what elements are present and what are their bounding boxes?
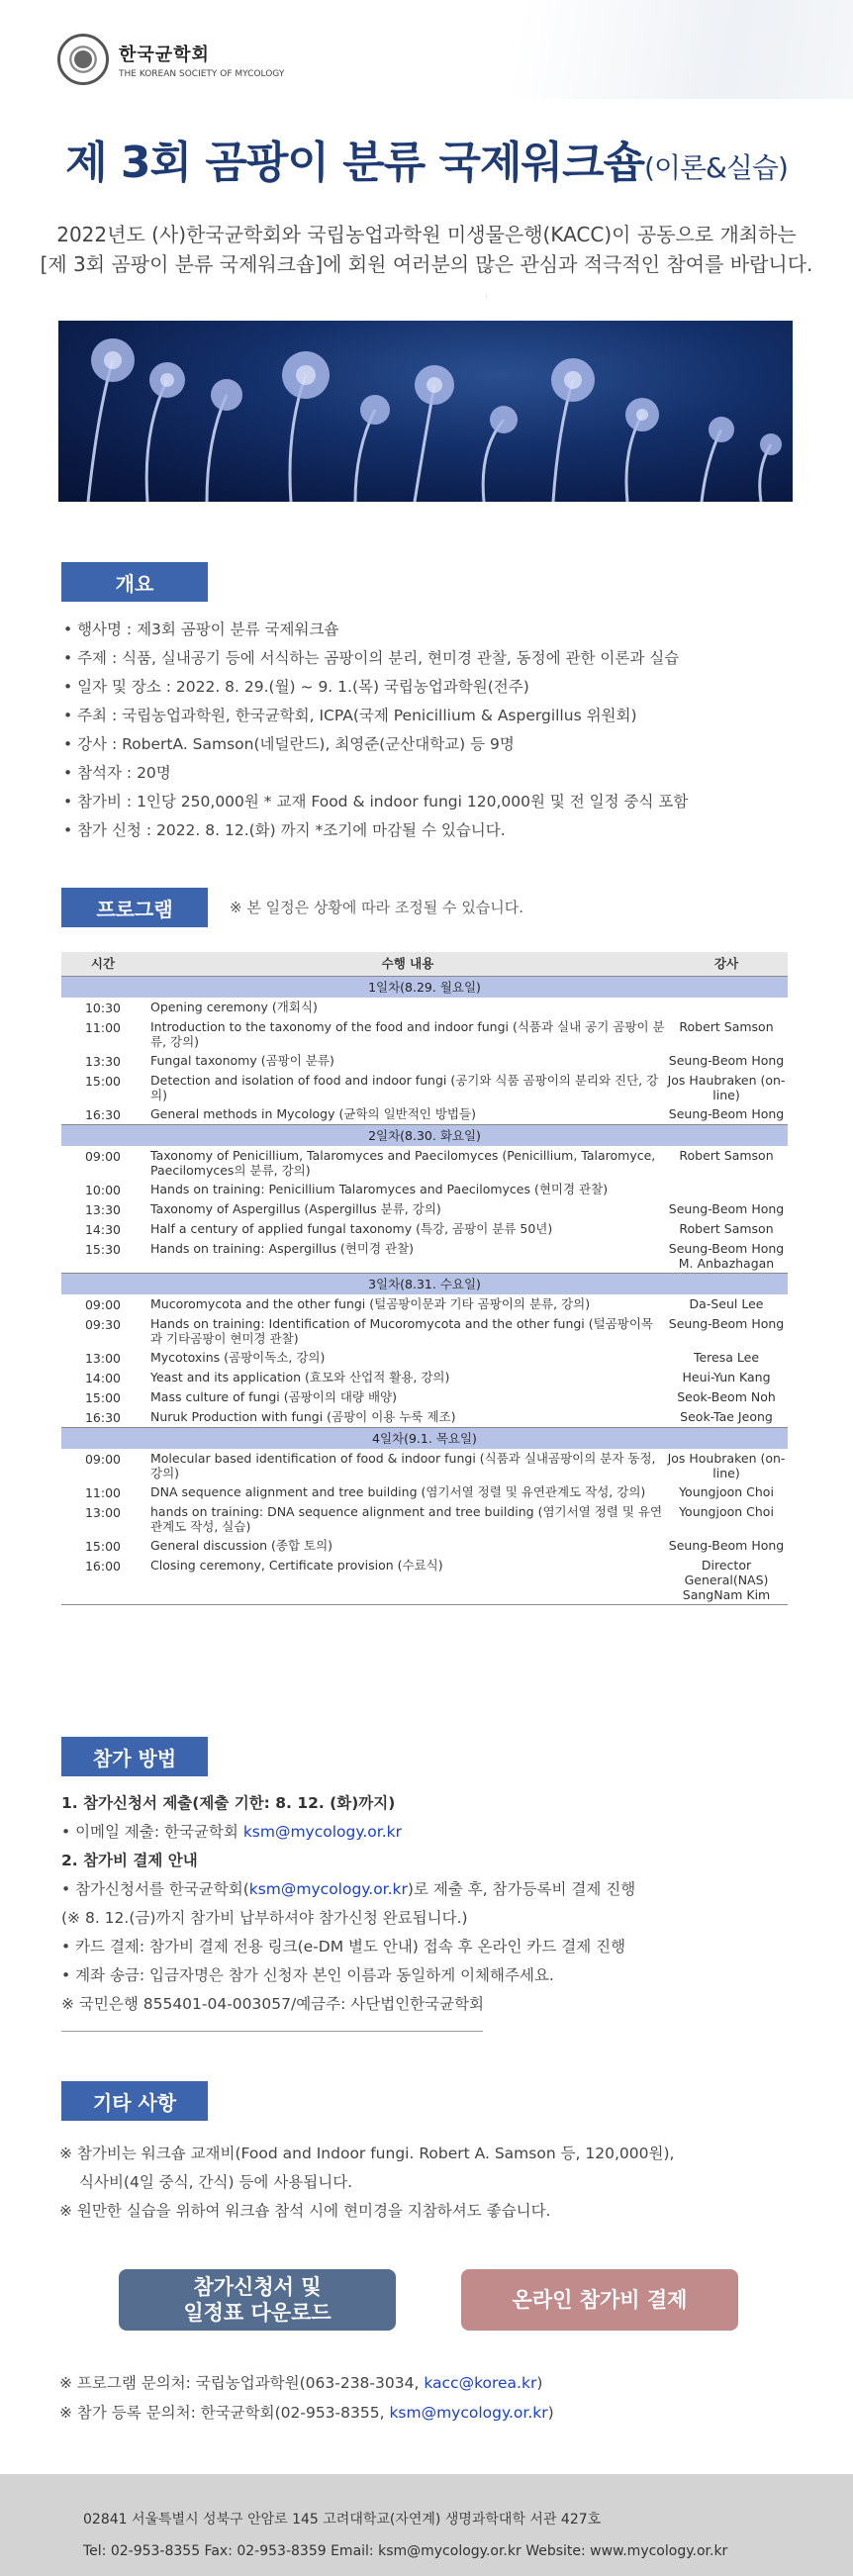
schedule-speaker: Da-Seul Lee [689,1296,764,1311]
overview-item: • 일자 및 장소 : 2022. 8. 29.(월) ~ 9. 1.(목) 국립농업과학원(전주) [63,673,688,702]
schedule-row [61,1017,788,1051]
schedule-time: 11:00 [84,1020,122,1035]
page-title [0,127,853,190]
email-link[interactable]: ksm@mycology.or.kr [242,1823,402,1841]
schedule-header-row [61,952,788,976]
schedule-content: Nuruk Production with fungi (곰팡이 이용 누룩 제조) [150,1409,456,1424]
schedule-row [61,998,788,1017]
program-note: ※ 본 일정은 상황에 따라 조정될 수 있습니다. [230,899,524,916]
intro-line-1: 2022년도 (사)한국균학회와 국립농업과학원 미생물은행(KACC)이 공동으로 개최하는 [56,223,797,246]
schedule-speaker: Jos Haubraken (on-line) [667,1073,786,1102]
schedule-speaker: Director General(NAS) SangNam Kim [682,1558,771,1602]
schedule-time: 09:00 [84,1297,122,1312]
schedule-speaker: Robert Samson [679,1148,774,1163]
step1-email-line: • 이메일 제출: 한국균학회 ksm@mycology.or.kr [61,1823,402,1841]
schedule-row [61,1199,788,1219]
schedule-speaker: Robert Samson [679,1019,774,1034]
overview-item: • 참석자 : 20명 [63,759,688,788]
schedule-content: Mass culture of fungi (곰팡이의 대량 배양) [150,1389,398,1404]
schedule-time: 15:00 [84,1539,122,1554]
download-form-button[interactable]: 참가신청서 및 일정표 다운로드 [119,2269,396,2331]
footer-contact: Tel: 02-953-8355 Fax: 02-953-8359 Email: ksm@mycology.or.kr Website: www.mycology.or.kr [83,2543,728,2559]
register-contact: ※ 참가 등록 문의처: 한국균학회(02-953-8355, ksm@mycology.or.kr) [59,2404,554,2422]
etc-line-2: 식사비(4일 중식, 간식) 등에 사용됩니다. [79,2173,353,2191]
day-header: 2일차(8.30. 화요일) [61,1124,788,1146]
schedule-content: DNA sequence alignment and tree building (염기서열 정렬 및 유연관계도 작성, 강의) [150,1484,646,1499]
overview-item: • 행사명 : 제3회 곰팡이 분류 국제워크숍 [63,616,688,644]
schedule-time: 14:30 [84,1222,122,1237]
contact-info [59,2368,554,2428]
schedule-row [61,1387,788,1407]
overview-item: • 주최 : 국립농업과학원, 한국균학회, ICPA(국제 Penicillium & Aspergillus 위원회) [63,702,688,730]
schedule-time: 10:30 [84,1001,122,1015]
schedule-time: 15:30 [84,1242,122,1257]
page-header [0,0,853,99]
program-email-link[interactable]: kacc@korea.kr [424,2374,537,2392]
schedule-speaker: Seung-Beom Hong [668,1106,785,1121]
schedule-speaker: Jos Houbraken (on-line) [667,1451,786,1480]
overview-item: • 주제 : 식품, 실내공기 등에 서식하는 곰팡이의 분리, 현미경 관찰, 동정에 관한 이론과 실습 [63,644,688,673]
schedule-speaker [665,1182,788,1197]
schedule-row [61,1449,788,1482]
schedule-time: 13:00 [84,1351,122,1366]
schedule-row [61,1239,788,1273]
schedule-speaker: Seung-Beom Hong [668,1053,785,1068]
schedule-speaker: Youngjoon Choi [679,1484,774,1499]
schedule-speaker: Seung-Beom Hong [668,1538,785,1553]
schedule-content: Hands on training: Penicillium Talaromyces and Paecilomyces (현미경 관찰) [150,1182,609,1196]
participation-section-label: 참가 방법 [61,1737,208,1776]
bank-account: ※ 국민은행 855401-04-003057/예금주: 사단법인한국균학회 [61,1995,485,2013]
step1-title: 1. 참가신청서 제출(제출 기한: 8. 12. (화)까지) [61,1794,396,1812]
schedule-row [61,1407,788,1427]
schedule-content: Taxonomy of Aspergillus (Aspergillus 분류, 강의) [150,1201,441,1216]
schedule-content: Molecular based identification of food & indoor fungi (식품과 실내곰팡이의 분자 동정, 강의) [150,1451,656,1480]
schedule-content: Closing ceremony, Certificate provision (수료식) [150,1558,443,1573]
program-section-label: 프로그램 [61,888,208,927]
schedule-time: 15:00 [84,1390,122,1405]
schedule-content: Mucoromycota and the other fungi (털곰팡이문과 기타 곰팡이의 분류, 강의) [150,1296,591,1311]
schedule-row [61,1294,788,1314]
overview-item: • 참가비 : 1인당 250,000원 * 교재 Food & indoor fungi 120,000원 및 전 일정 중식 포함 [63,788,688,816]
schedule-time: 14:00 [84,1371,122,1385]
page-footer [0,2474,853,2576]
overview-item: • 강사 : RobertA. Samson(네덜란드), 최영준(군산대학교) 등 9명 [63,730,688,759]
schedule-content: General discussion (종합 토의) [150,1538,333,1553]
society-seal-icon [57,34,109,85]
society-logo[interactable] [57,34,284,85]
etc-line-1: ※ 참가비는 워크숍 교재비(Food and Indoor fungi. Robert A. Samson 등, 120,000원), [59,2145,675,2162]
schedule-time: 16:30 [84,1410,122,1425]
footer-address: 02841 서울특별시 성북구 안암로 145 고려대학교(자연계) 생명과학대학 서관 427호 [83,2512,602,2528]
schedule-content: Hands on training: Identification of Mucoromycota and the other fungi (털곰팡이목과 기타곰팡이 현미경 관찰) [150,1316,654,1346]
schedule-time: 15:00 [84,1074,122,1089]
header-speaker: 강사 [713,956,739,971]
schedule-row [61,1219,788,1239]
schedule-row [61,1348,788,1368]
participation-details [61,1789,635,2019]
step2-title: 2. 참가비 결제 안내 [61,1852,198,1869]
schedule-content: Yeast and its application (효모와 산업적 활용, 강의) [150,1370,450,1384]
header-time: 시간 [90,956,116,971]
schedule-content: Detection and isolation of food and indoor fungi (공기와 식품 곰팡이의 분리와 진단, 강의) [150,1073,659,1102]
schedule-speaker: Seok-Beom Noh [677,1389,776,1404]
schedule-time: 16:00 [84,1559,122,1574]
schedule-time: 13:30 [84,1202,122,1217]
schedule-row [61,1314,788,1348]
etc-line-3: ※ 원만한 실습을 위하여 워크숍 참석 시에 현미경을 지참하셔도 좋습니다. [59,2202,551,2220]
schedule-speaker [665,1000,788,1015]
day-header: 1일차(8.29. 월요일) [61,976,788,998]
schedule-content: Mycotoxins (곰팡이독소, 강의) [150,1350,326,1365]
schedule-speaker: Seung-Beom Hong [668,1201,785,1216]
schedule-content: Half a century of applied fungal taxonomy (특강, 곰팡이 분류 50년) [150,1221,553,1236]
schedule-time: 11:00 [84,1485,122,1500]
schedule-content: Taxonomy of Penicillium, Talaromyces and Paecilomyces (Penicillium, Talaromyce, Paecilomyces의 분류, 강의) [150,1148,656,1178]
schedule-speaker: Seung-Beom Hong M. Anbazhagan [668,1241,785,1271]
schedule-row [61,1556,788,1604]
overview-item: • 참가 신청 : 2022. 8. 12.(화) 까지 *조기에 마감될 수 있습니다. [63,816,688,845]
schedule-row [61,1482,788,1502]
schedule-row [61,1051,788,1071]
step2-line-1: • 참가신청서를 한국균학회(ksm@mycology.or.kr)로 제출 후, 참가등록비 결제 진행 [61,1880,636,1898]
online-payment-button[interactable]: 온라인 참가비 결제 [461,2269,738,2331]
schedule-content: General methods in Mycology (균학의 일반적인 방법들) [150,1106,476,1121]
title-main: 제 3회 곰팡이 분류 국제워크숍 [65,138,645,188]
schedule-speaker: Heui-Yun Kang [682,1370,771,1384]
schedule-row [61,1368,788,1387]
day-header: 4일차(9.1. 목요일) [61,1427,788,1449]
schedule-time: 09:00 [84,1149,122,1164]
society-name-en: THE KOREAN SOCIETY OF MYCOLOGY [119,68,285,79]
step2-line-4: • 계좌 송금: 입금자명은 참가 신청자 본인 이름과 동일하게 이체해주세요. [61,1966,554,1984]
program-contact: ※ 프로그램 문의처: 국립농업과학원(063-238-3034, kacc@korea.kr) [59,2374,543,2392]
schedule-time: 13:30 [84,1054,122,1069]
decorative-dot: · [485,292,488,301]
schedule-time: 13:00 [84,1505,122,1520]
schedule-speaker: Robert Samson [679,1221,774,1236]
step2-line-3: • 카드 결제: 참가비 결제 전용 링크(e-DM 별도 안내) 접속 후 온라인 카드 결제 진행 [61,1938,626,1956]
etc-notes [59,2140,674,2226]
schedule-time: 09:00 [84,1452,122,1467]
step2-line-2: (※ 8. 12.(금)까지 참가비 납부하셔야 참가신청 완료됩니다.) [61,1909,468,1927]
schedule-content: Opening ceremony (개회식) [150,1000,318,1014]
title-sub: (이론&실습) [644,151,788,184]
schedule-speaker: Seung-Beom Hong [668,1316,785,1331]
schedule-content: Fungal taxonomy (곰팡이 분류) [150,1053,334,1068]
schedule-speaker: Youngjoon Choi [679,1504,774,1519]
intro-line-2: [제 3회 곰팡이 분류 국제워크숍]에 회원 여러분의 많은 관심과 적극적인 참여를 바랍니다. [40,252,813,276]
schedule-speaker: Seok-Tae Jeong [680,1409,773,1424]
schedule-row [61,1146,788,1180]
header-content: 수행 내용 [381,956,434,971]
program-schedule-table [61,952,788,1605]
schedule-speaker: Teresa Lee [693,1350,760,1365]
day-header: 3일차(8.31. 수요일) [61,1273,788,1294]
register-email-link[interactable]: ksm@mycology.or.kr [389,2404,548,2422]
society-name-ko: 한국균학회 [119,44,210,65]
etc-section-label: 기타 사항 [61,2081,208,2121]
intro-text [0,220,853,279]
fungi-banner-image [58,321,793,502]
schedule-row [61,1071,788,1104]
schedule-content: hands on training: DNA sequence alignment and tree building (염기서열 정렬 및 유연관계도 작성, 실습) [150,1504,663,1534]
overview-section-label: 개요 [61,562,208,602]
schedule-row [61,1180,788,1199]
schedule-content: Introduction to the taxonomy of the food and indoor fungi (식품과 실내 공기 곰팡이 분류, 강의) [150,1019,665,1049]
schedule-time: 09:30 [84,1317,122,1332]
schedule-time: 10:00 [84,1183,122,1197]
schedule-row [61,1502,788,1536]
schedule-row [61,1104,788,1124]
email-link[interactable]: ksm@mycology.or.kr [248,1880,408,1898]
schedule-time: 16:30 [84,1107,122,1122]
schedule-row [61,1536,788,1556]
account-underline [61,2031,483,2032]
schedule-content: Hands on training: Aspergillus (현미경 관찰) [150,1241,415,1256]
overview-list [63,616,688,845]
